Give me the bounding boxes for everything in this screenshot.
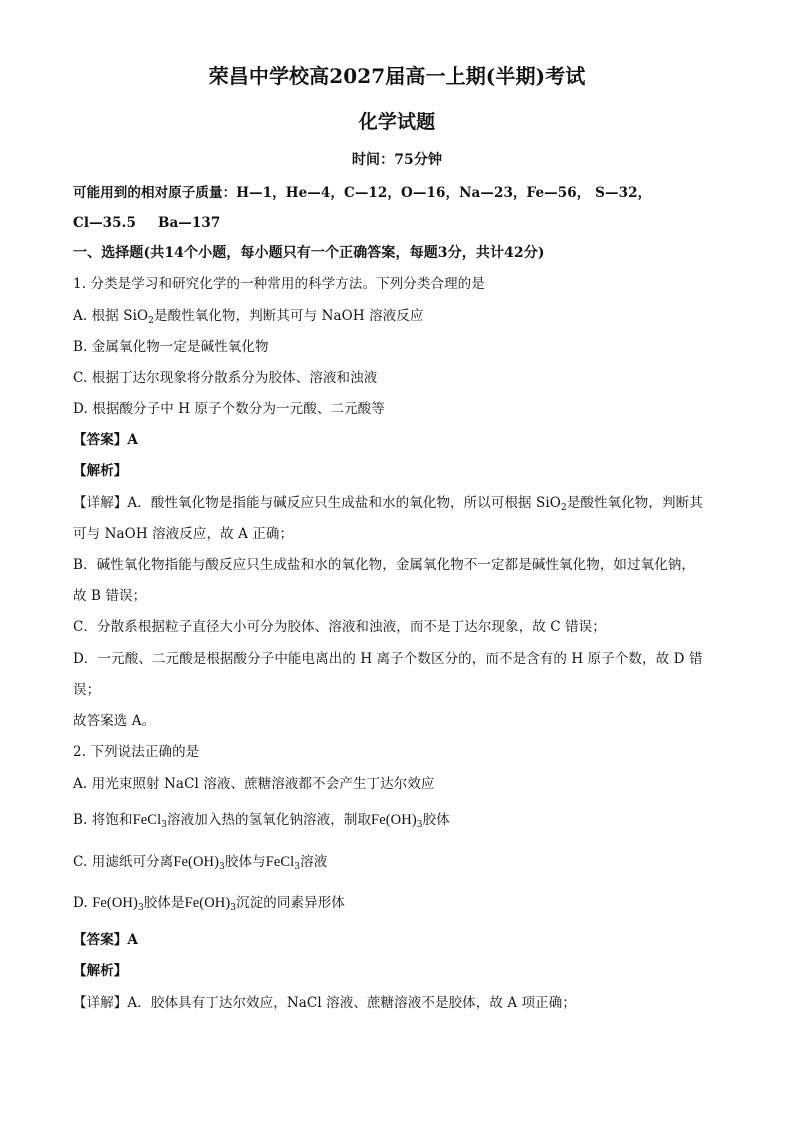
q2-option-c-text1: C. 用滤纸可分离 xyxy=(73,854,174,870)
atomic-mass-cl: Cl—35.5 xyxy=(73,215,136,231)
q2-option-b-text1: B. 将饱和 xyxy=(73,812,133,828)
q2-option-c-formula2: FeCl xyxy=(265,854,295,870)
atomic-masses-line2 xyxy=(73,213,220,233)
q2-option-d-formula1: Fe(OH) xyxy=(92,895,138,911)
q2-stem: 2. 下列说法正确的是 xyxy=(73,744,200,760)
q2-option-c-text2: 胶体与 xyxy=(224,854,266,870)
exam-title: 荣昌中学校高2027届高一上期(半期)考试 xyxy=(208,64,586,88)
q2-option-d-text1: D. xyxy=(73,895,93,911)
q2-analysis-label: 【解析】 xyxy=(73,963,128,979)
atomic-mass-ba: Ba—137 xyxy=(157,215,221,231)
q1-detail-c: C．分散系根据粒子直径大小可分为胶体、溶液和浊液，而不是丁达尔现象，故 C 错误； xyxy=(73,619,606,635)
q1-detail-a-post: 是酸性氧化物，判断其 xyxy=(566,495,703,511)
q2-option-d xyxy=(73,893,345,913)
q1-option-a xyxy=(73,306,423,326)
q1-detail-b-line1: B．碱性氧化物指能与酸反应只生成盐和水的氧化物，金属氧化物不一定都是碱性氧化物，如过氧化钠， xyxy=(73,557,696,573)
q2-detail-a: 【详解】A．胶体具有丁达尔效应，NaCl 溶液、蔗糖溶液不是胶体，故 A 项正确； xyxy=(73,995,576,1011)
q1-detail-a-line2: 可与 NaOH 溶液反应，故 A 正确； xyxy=(73,526,294,542)
q1-option-d: D. 根据酸分子中 H 原子个数分为一元酸、二元酸等 xyxy=(73,401,385,417)
section-heading: 一、选择题(共14个小题，每小题只有一个正确答案，每题3分，共计42分) xyxy=(73,245,545,261)
q2-answer: 【答案】A xyxy=(73,932,138,948)
q2-option-d-formula2-sub: 3 xyxy=(230,903,237,913)
q1-option-a-post: 是酸性氧化物，判断其可与 NaOH 溶液反应 xyxy=(154,308,424,324)
q1-analysis-label: 【解析】 xyxy=(73,463,128,479)
q1-detail-d-line2: 误； xyxy=(73,682,101,698)
exam-time: 时间：75分钟 xyxy=(351,152,443,168)
q2-option-b-text2: 溶液加入热的氢氧化钠溶液，制取 xyxy=(167,812,372,828)
q2-option-d-formula2: Fe(OH) xyxy=(184,895,231,911)
q2-option-c-formula1-sub: 3 xyxy=(219,862,225,872)
q1-conclusion: 故答案选 A。 xyxy=(73,713,156,729)
q2-option-c-formula1: Fe(OH) xyxy=(173,854,220,870)
q2-option-b-formula1: FeCl xyxy=(132,812,162,828)
q2-option-d-formula1-sub: 3 xyxy=(137,903,144,913)
q2-option-c xyxy=(73,852,327,872)
q2-option-d-text2: 胶体是 xyxy=(143,895,185,911)
q2-option-a: A. 用光束照射 NaCl 溶液、蔗糖溶液都不会产生丁达尔效应 xyxy=(73,776,435,792)
q2-option-b-text3: 胶体 xyxy=(422,812,450,828)
q1-option-a-sub: 2 xyxy=(148,316,154,326)
q2-option-b xyxy=(73,810,450,830)
q1-answer: 【答案】A xyxy=(73,432,138,448)
q1-detail-a-line1 xyxy=(73,493,703,513)
q1-detail-a-pre: 【详解】A．酸性氧化物是指能与碱反应只生成盐和水的氧化物，所以可根据 SiO xyxy=(73,495,561,511)
q2-option-d-text3: 沉淀的同素异形体 xyxy=(236,895,345,911)
q2-option-b-formula2-sub: 3 xyxy=(416,820,423,830)
q1-detail-d-line1: D．一元酸、二元酸是根据酸分子中能电离出的 H 离子个数区分的，而不是含有的 H 原子个数，故 D 错 xyxy=(73,651,703,667)
q2-option-c-text3: 溶液 xyxy=(300,854,328,870)
q2-option-c-formula2-sub: 3 xyxy=(294,862,301,872)
q1-stem: 1. 分类是学习和研究化学的一种常用的科学方法。下列分类合理的是 xyxy=(73,276,485,292)
q2-option-b-formula1-sub: 3 xyxy=(161,820,168,830)
q1-option-b: B. 金属氧化物一定是碱性氧化物 xyxy=(73,339,269,355)
atomic-masses-line1: 可能用到的相对原子质量：H—1，He—4，C—12，O—16，Na—23，Fe—56， S—32， xyxy=(73,185,652,201)
q1-detail-b-line2: 故 B 错误； xyxy=(73,588,147,604)
q2-option-b-formula2: Fe(OH) xyxy=(371,812,417,828)
q1-option-c: C. 根据丁达尔现象将分散系分为胶体、溶液和浊液 xyxy=(73,370,378,386)
q1-detail-a-sub: 2 xyxy=(560,503,567,513)
q1-option-a-pre: A. 根据 SiO xyxy=(73,308,149,324)
exam-subtitle: 化学试题 xyxy=(358,111,436,133)
